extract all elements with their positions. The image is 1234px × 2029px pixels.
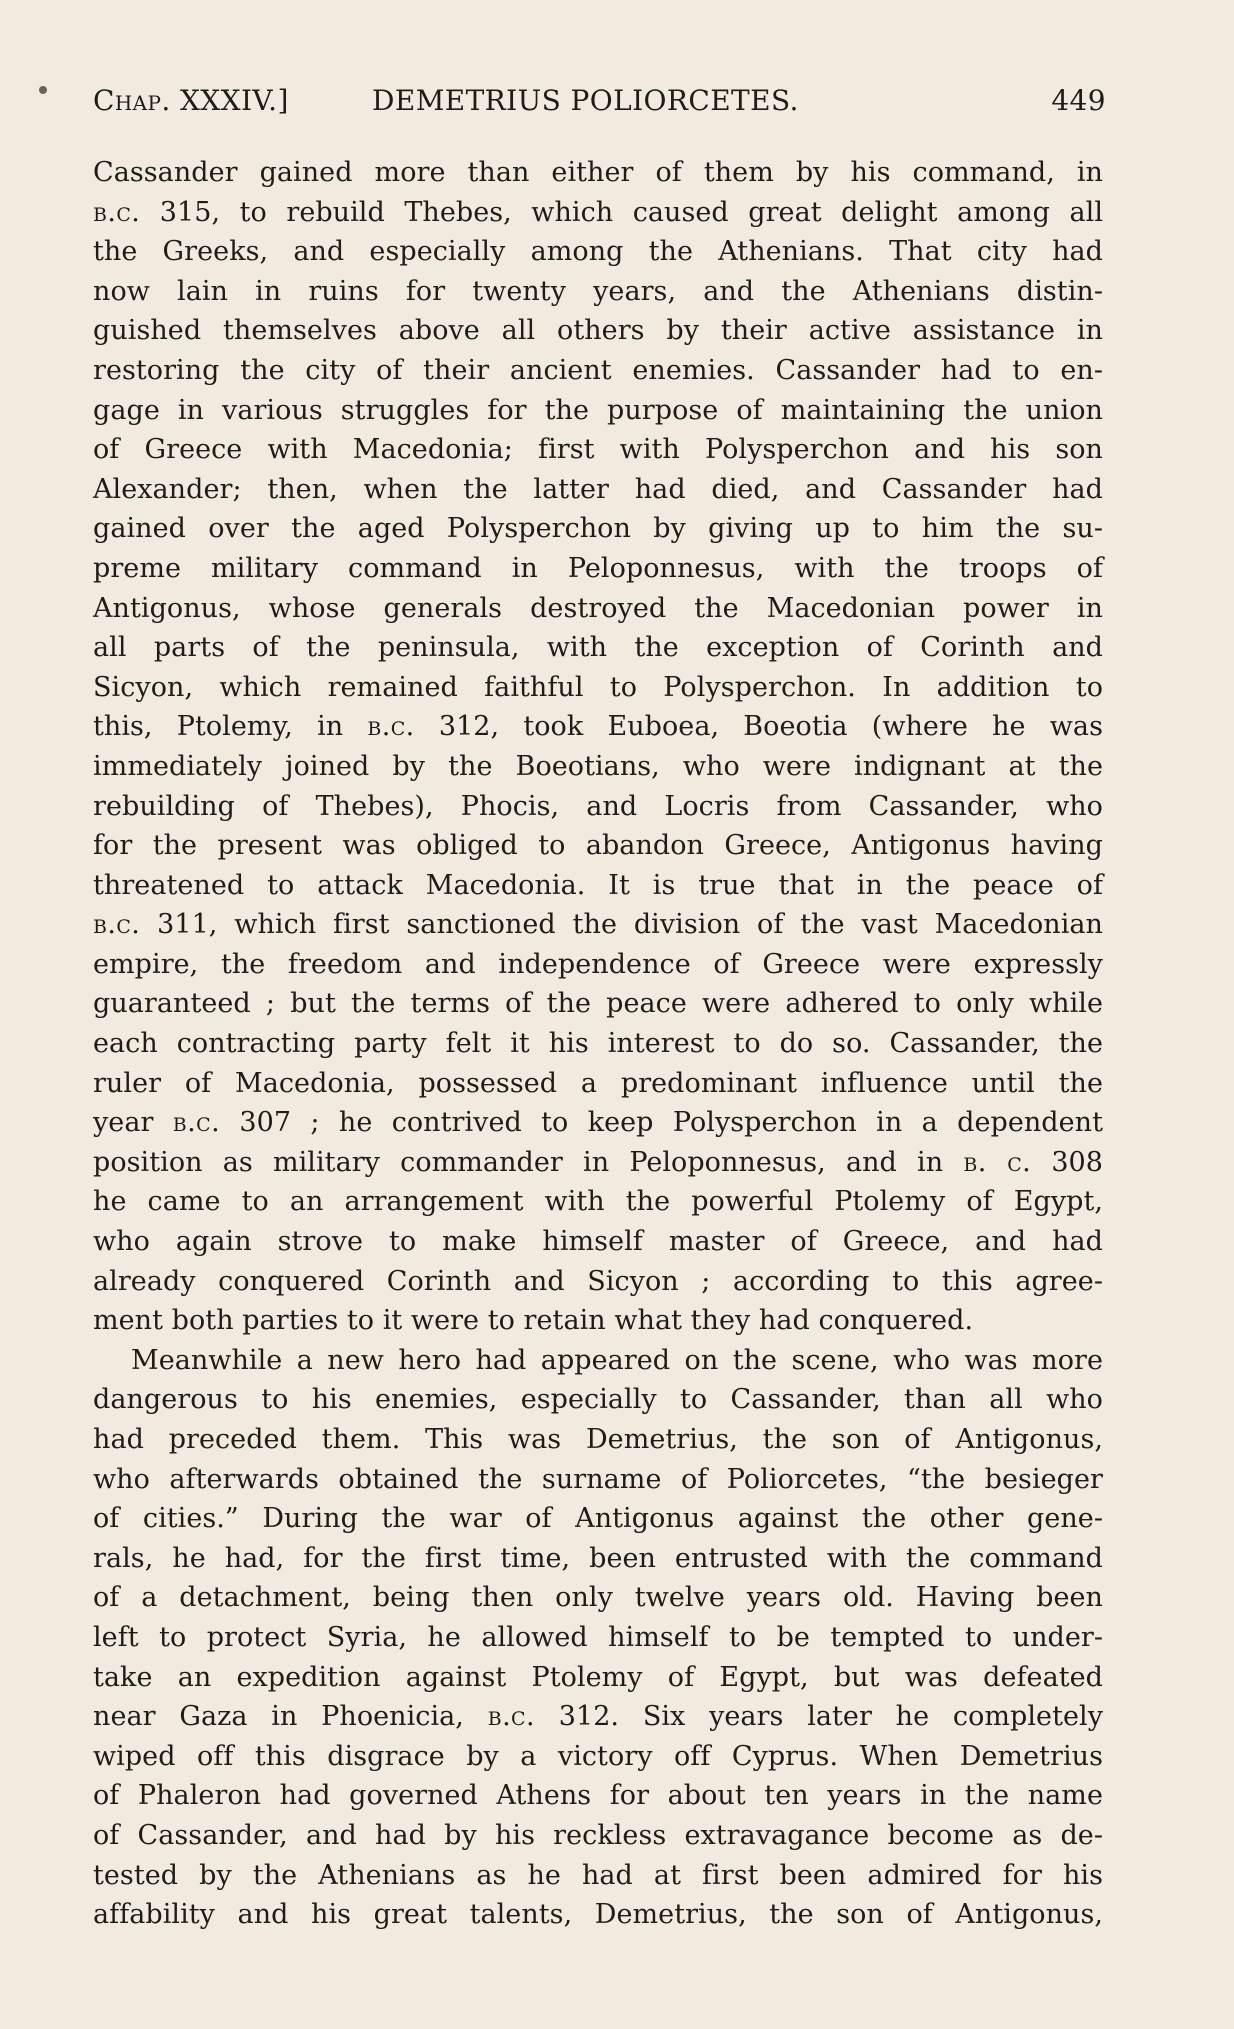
line-text: who afterwards obtained the surname of Poliorcetes, “the besieger bbox=[93, 1463, 1103, 1495]
line-text: ruler of Macedonia, possessed a predominant influence until the bbox=[93, 1067, 1103, 1099]
text-line bbox=[93, 1301, 1103, 1341]
text-line bbox=[93, 311, 1103, 351]
ink-speck bbox=[39, 86, 47, 94]
text-line bbox=[93, 984, 1103, 1024]
line-leading-text: this, Ptolemy, in bbox=[93, 711, 368, 743]
text-line bbox=[93, 1539, 1103, 1579]
text-line bbox=[93, 826, 1103, 866]
line-text: wiped off this disgrace by a victory off Cyprus. When Demetrius bbox=[93, 1740, 1103, 1772]
text-line bbox=[93, 232, 1103, 272]
text-line bbox=[93, 1380, 1103, 1420]
line-text: each contracting party felt it his interest to do so. Cassander, the bbox=[93, 1028, 1103, 1060]
line-text: for the present was obliged to abandon Greece, Antigonus having bbox=[93, 830, 1103, 862]
text-line bbox=[93, 193, 1103, 233]
text-line bbox=[93, 1024, 1103, 1064]
text-line bbox=[93, 1064, 1103, 1104]
page-title: DEMETRIUS POLIORCETES. bbox=[372, 84, 799, 117]
line-text: Sicyon, which remained faithful to Polysperchon. In addition to bbox=[93, 671, 1103, 703]
page-number: 449 bbox=[1051, 84, 1106, 117]
line-text: 312, took Euboea, Boeotia (where he was bbox=[414, 711, 1103, 743]
line-text: had preceded them. This was Demetrius, the son of Antigonus, bbox=[93, 1424, 1103, 1455]
line-text: the Greeks, and especially among the Athenians. That city had bbox=[93, 236, 1103, 268]
line-text: all parts of the peninsula, with the exception of Corinth and bbox=[93, 632, 1103, 664]
line-text: of Phaleron had governed Athens for about ten years in the name bbox=[93, 1780, 1103, 1812]
line-text: Antigonus, whose generals destroyed the Macedonian power in bbox=[93, 592, 1103, 624]
text-line bbox=[93, 1182, 1103, 1222]
era-abbreviation: b.c. bbox=[367, 711, 415, 743]
chapter-label: Chap. XXXIV.] bbox=[93, 84, 289, 117]
text-line bbox=[93, 549, 1103, 589]
text-line bbox=[93, 668, 1103, 708]
text-line bbox=[93, 1618, 1103, 1658]
text-line bbox=[93, 747, 1103, 787]
line-text: of Greece with Macedonia; first with Polysperchon and his son bbox=[93, 434, 1103, 466]
line-text: preme military command in Peloponnesus, with the troops of bbox=[93, 552, 1103, 584]
era-abbreviation: b.c. bbox=[487, 1701, 535, 1733]
line-text: 307 ; he contrived to keep Polysperchon in a dependent bbox=[220, 1107, 1103, 1139]
line-leading-text: position as military commander in Peloponnesus, and in bbox=[93, 1146, 964, 1178]
line-text: immediately joined by the Boeotians, who were indignant at the bbox=[93, 750, 1103, 782]
line-text: of a detachment, being then only twelve years old. Having been bbox=[93, 1582, 1103, 1614]
body-text bbox=[93, 153, 1103, 1935]
era-abbreviation: b.c. bbox=[93, 909, 141, 941]
line-text: Alexander; then, when the latter had died, and Cassander had bbox=[93, 473, 1103, 505]
line-text: rebuilding of Thebes), Phocis, and Locris from Cassander, who bbox=[93, 790, 1103, 822]
era-abbreviation: b. c. bbox=[963, 1146, 1032, 1178]
text-line bbox=[93, 391, 1103, 431]
line-text: gage in various struggles for the purpose of maintaining the union bbox=[93, 394, 1103, 426]
text-line bbox=[93, 1341, 1103, 1381]
line-text: affability and his great talents, Demetrius, the son of Antigonus, bbox=[93, 1899, 1103, 1931]
text-line bbox=[93, 787, 1103, 827]
text-line bbox=[93, 153, 1103, 193]
text-line bbox=[93, 430, 1103, 470]
text-line bbox=[93, 707, 1103, 747]
text-line bbox=[93, 1856, 1103, 1896]
line-text: left to protect Syria, he allowed himself to be tempted to under- bbox=[93, 1621, 1103, 1653]
line-text: of cities.” During the war of Antigonus against the other gene- bbox=[93, 1503, 1103, 1535]
line-text: guished themselves above all others by their active assistance in bbox=[93, 315, 1103, 347]
line-leading-text: year bbox=[93, 1107, 173, 1139]
text-line bbox=[93, 509, 1103, 549]
text-line bbox=[93, 1697, 1103, 1737]
line-text: now lain in ruins for twenty years, and the Athenians distin- bbox=[93, 275, 1103, 307]
text-line bbox=[93, 1222, 1103, 1262]
text-line bbox=[93, 1420, 1103, 1460]
line-text: dangerous to his enemies, especially to Cassander, than all who bbox=[93, 1384, 1103, 1416]
text-line bbox=[93, 1103, 1103, 1143]
text-line bbox=[93, 1658, 1103, 1698]
text-line bbox=[93, 1578, 1103, 1618]
text-line bbox=[93, 1816, 1103, 1856]
line-text: 311, which first sanctioned the division of the vast Macedonian bbox=[140, 909, 1103, 941]
text-line bbox=[93, 272, 1103, 312]
running-header bbox=[93, 84, 1106, 132]
line-text: tested by the Athenians as he had at first been admired for his bbox=[93, 1859, 1103, 1891]
line-text: empire, the freedom and independence of Greece were expressly bbox=[93, 948, 1103, 980]
text-line bbox=[93, 905, 1103, 945]
text-line bbox=[93, 1460, 1103, 1500]
line-text: restoring the city of their ancient enemies. Cassander had to en- bbox=[93, 354, 1103, 386]
text-line bbox=[93, 945, 1103, 985]
line-text: ment both parties to it were to retain what they had conquered. bbox=[93, 1305, 974, 1337]
line-text: Meanwhile a new hero had appeared on the scene, who was more bbox=[131, 1344, 1103, 1376]
text-line bbox=[93, 1499, 1103, 1539]
line-text: gained over the aged Polysperchon by giving up to him the su- bbox=[93, 513, 1103, 545]
text-line bbox=[93, 866, 1103, 906]
line-text: 315, to rebuild Thebes, which caused great delight among all bbox=[140, 196, 1103, 228]
text-line bbox=[93, 1776, 1103, 1816]
text-line bbox=[93, 1895, 1103, 1935]
text-line bbox=[93, 1737, 1103, 1777]
text-line bbox=[93, 351, 1103, 391]
line-text: 312. Six years later he completely bbox=[534, 1701, 1103, 1733]
line-text: threatened to attack Macedonia. It is true that in the peace of bbox=[93, 869, 1103, 901]
line-text: guaranteed ; but the terms of the peace were adhered to only while bbox=[93, 988, 1103, 1020]
text-line bbox=[93, 470, 1103, 510]
line-text: already conquered Corinth and Sicyon ; according to this agree- bbox=[93, 1265, 1103, 1297]
line-text: rals, he had, for the first time, been entrusted with the command bbox=[93, 1542, 1103, 1574]
era-abbreviation: b.c. bbox=[172, 1107, 221, 1139]
line-text: Cassander gained more than either of them by his command, in bbox=[93, 157, 1103, 188]
era-abbreviation: b.c. bbox=[93, 196, 141, 228]
line-text: 308 bbox=[1031, 1146, 1104, 1178]
text-line bbox=[93, 1143, 1103, 1183]
text-line bbox=[93, 589, 1103, 629]
line-text: take an expedition against Ptolemy of Egypt, but was defeated bbox=[93, 1661, 1103, 1693]
line-text: he came to an arrangement with the powerful Ptolemy of Egypt, bbox=[93, 1186, 1103, 1218]
text-line bbox=[93, 1262, 1103, 1302]
line-leading-text: near Gaza in Phoenicia, bbox=[93, 1701, 488, 1733]
line-text: of Cassander, and had by his reckless extravagance become as de- bbox=[93, 1819, 1103, 1851]
text-line bbox=[93, 628, 1103, 668]
line-text: who again strove to make himself master of Greece, and had bbox=[93, 1226, 1103, 1258]
